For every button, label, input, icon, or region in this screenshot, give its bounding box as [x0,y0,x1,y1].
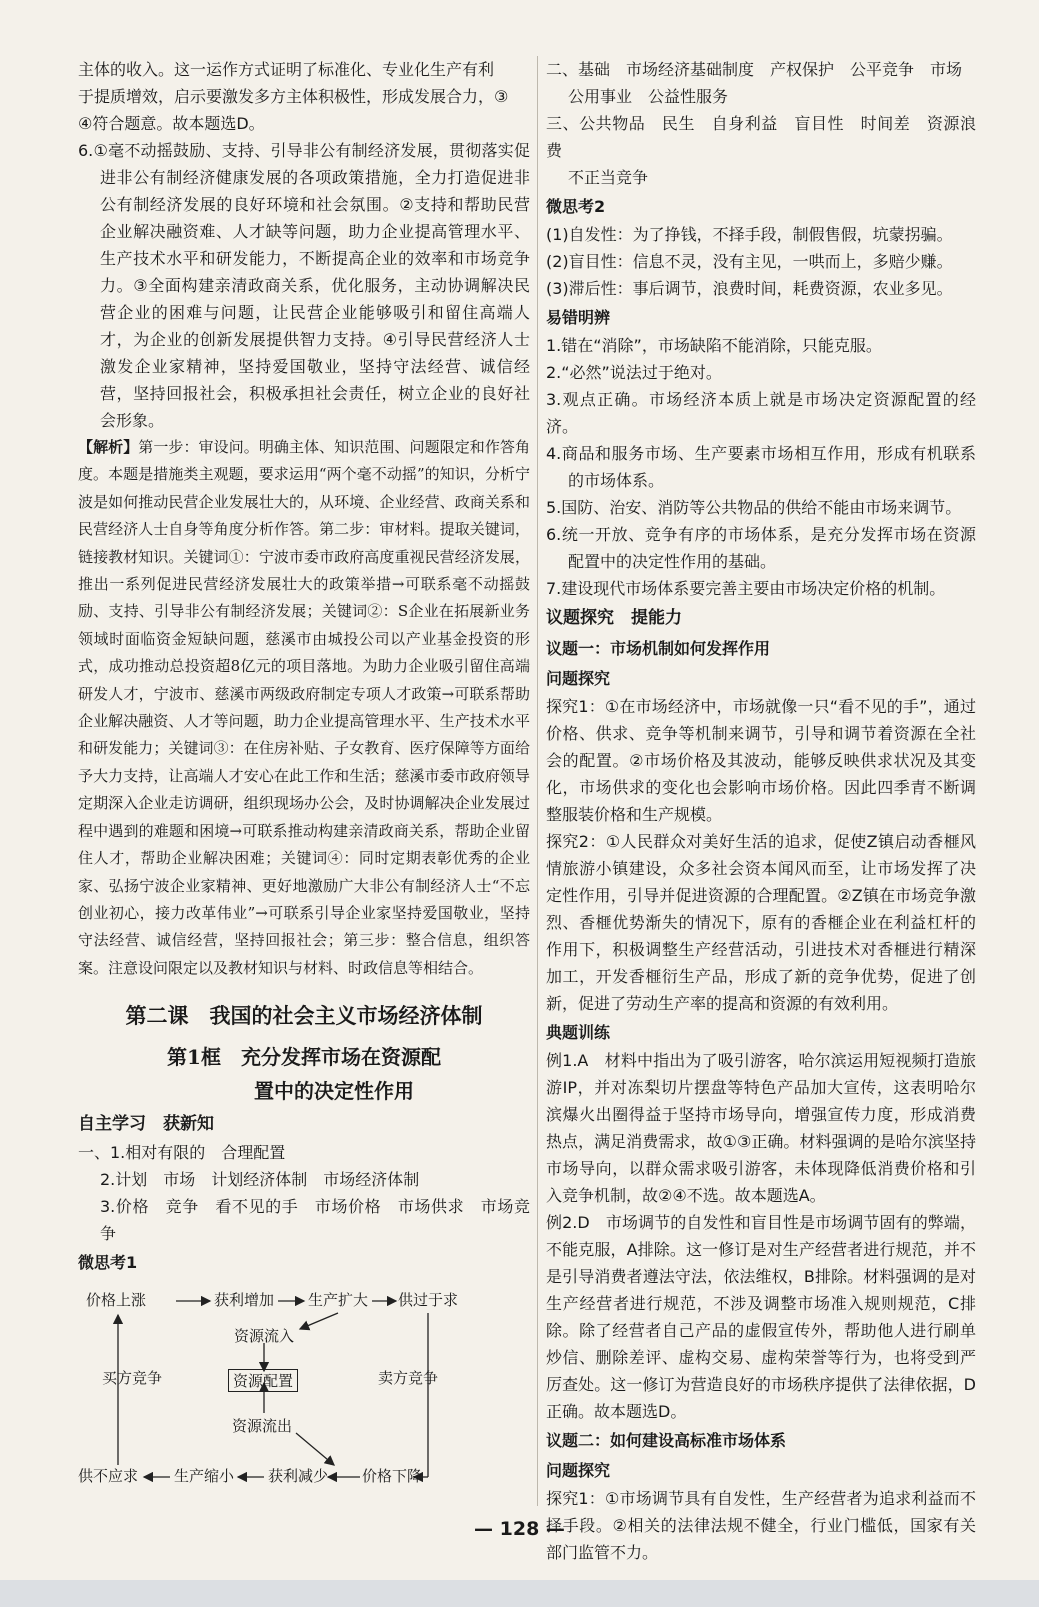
error-4: 4.商品和服务市场、生产要素市场相互作用，形成有机联系的市场体系。 [546,444,976,490]
intro-line-1: 主体的收入。这一运作方式证明了标准化、专业化生产有利 [78,60,495,79]
error-6: 6.统一开放、竞争有序的市场体系，是充分发挥市场在资源配置中的决定性作用的基础。 [546,525,976,571]
answer-section-3: 三、公共物品 民生 自身利益 盲目性 时间差 资源浪费 [546,114,976,160]
example-1: 例1.A 材料中指出为了吸引游客，哈尔滨运用短视频打造旅游IP，并对冻梨切片摆盘等特色产品加大宣传，这表明哈尔滨爆火出圈得益于坚持市场导向，增强宣传力度，形成消费热点，满足消费需求，故①③正确。材料强调的是哈尔滨坚持市场导向，以群众需求吸引游客，未体现降低消费价格和引入竞争机制，故②④不选。故本题选A。 [546,1051,976,1205]
right-column [546,56,976,1566]
analysis-text: 第一步：审设问。明确主体、知识范围、问题限定和作答角度。本题是措施类主观题，要求运用“两个毫不动摇”的知识，分析宁波是如何推动民营企业发展壮大的，从环境、企业经营、政商关系和民营经济人士自身等角度分析作答。第二步：审材料。提取关键词，链接教材知识。关键词①：宁波市委市政府高度重视民营经济发展，推出一系列促进民营经济发展壮大的政策举措→可联系毫不动摇鼓励、支持、引导非公有制经济发展；关键词②：S企业在拓展新业务领域时面临资金短缺问题，慈溪市由城投公司以产业基金投资的形式，成功推动总投资超8亿元的项目落地。为助力企业吸引留住高端研发人才，宁波市、慈溪市两级政府制定专项人才政策→可联系帮助企业解决融资、人才等问题，助力企业提高管理水平、生产技术水平和研发能力；关键词③：在住房补贴、子女教育、医疗保障等方面给予大力支持，让高端人才安心在此工作和生活；慈溪市委市政府领导定期深入企业走访调研，组织现场办公会，及时协调解决企业发展过程中遇到的难题和困境→可联系推动构建亲清政商关系，帮助企业留住人才，帮助企业解决困难；关键词④：同时定期表彰优秀的企业家、弘扬宁波企业家精神、更好地激励广大非公有制经济人士“不忘创业初心，接力改革伟业”→可联系引导企业家坚持爱国敬业，坚持守法经营、诚信经营，坚持回报社会；第三步：整合信息，组织答案。注意设问限定以及教材知识与材料、时政信息等相结合。 [78,438,530,977]
inquiry-1: 探究1：①在市场经济中，市场就像一只“看不见的手”，通过价格、供求、竞争等机制来调节，引导和调节着资源在全社会的配置。②市场价格及其波动，能够反映供求状况及其变化，市场供求的变化也会影响市场价格。因此四季青不断调整服装价格和生产规模。 [546,697,976,824]
self-study-heading: 自主学习 获新知 [78,1114,214,1135]
q6-answer: 6.①毫不动摇鼓励、支持、引导非公有制经济发展，贯彻落实促进非公有制经济健康发展的各项政策措施，全力打造促进非公有制经济发展的良好环境和社会氛围。②支持和帮助民营企业解决融资难、人才缺等问题，助力企业提高管理水平、生产技术水平和研发能力，不断提高企业的效率和市场竞争力。③全面构建亲清政商关系，优化服务，主动协调解决民营企业的困难与问题，让民营企业能够吸引和留住高端人才，为企业的创新发展提供智力支持。④引导民营经济人士激发企业家精神，坚持爱国敬业，坚持守法经营、诚信经营，坚持回报社会，积极承担社会责任，树立企业的良好社会形象。 [78,141,530,430]
error-7: 7.建设现代市场体系要完善主要由市场决定价格的机制。 [546,579,946,598]
scan-bottom-band [0,1580,1039,1607]
frame-title-line-1: 第1框 充分发挥市场在资源配 [167,1045,441,1070]
error-heading: 易错明辨 [546,308,611,327]
problem-heading-2: 问题探究 [546,1461,611,1480]
answer-section-2: 二、基础 市场经济基础制度 产权保护 公平竞争 市场 [546,60,963,79]
think-2-item-3: (3)滞后性：事后调节，浪费时间，耗费资源，农业多见。 [546,279,953,298]
analysis [78,434,530,982]
inquiry-3: 探究1：①市场调节具有自发性，生产经营者为追求利益而不择手段。②相关的法律法规不健全，行业门槛低，国家有关部门监管不力。 [546,1489,976,1562]
page-number: — 128 — [474,1518,565,1540]
price-down: 价格下降 [362,1467,423,1486]
answer-2: 2.计划 市场 计划经济体制 市场经济体制 [100,1170,420,1190]
production-shrink: 生产缩小 [174,1467,235,1486]
error-5: 5.国防、治安、消防等公共物品的供给不能由市场来调节。 [546,498,962,517]
problem-heading-1: 问题探究 [546,669,611,688]
frame-title-line-2: 置中的决定性作用 [254,1079,414,1104]
column-divider [537,56,538,1506]
answer-1: 一、1.相对有限的 合理配置 [78,1143,286,1163]
topic-2-title: 议题二：如何建设高标准市场体系 [546,1431,787,1450]
answer-section-3-cont: 不正当竞争 [568,168,649,187]
analysis-label: 【解析】 [78,438,139,456]
market-mechanism-diagram [78,1281,530,1501]
lesson-title: 第二课 我国的社会主义市场经济体制 [125,1003,483,1029]
topic-1-title: 议题一：市场机制如何发挥作用 [546,639,771,658]
answer-section-2-cont: 公用事业 公益性服务 [568,87,729,106]
buyer-competition: 买方竞争 [102,1369,163,1388]
error-2: 2.“必然”说法过于绝对。 [546,363,722,382]
think-1-heading: 微思考1 [78,1253,138,1273]
intro-line-2: 于提质增效，启示要激发多方主体积极性，形成发展合力，③ [78,87,509,106]
example-2: 例2.D 市场调节的自发性和盲目性是市场调节固有的弊端，不能克服，A排除。这一修订是对生产经营者进行规范，并不是引导消费者遵法守法，依法维权，B排除。材料强调的是对生产经营者进行规范，不涉及调整市场准入规则规范，C排除。除了经营者自己产品的虚假宣传外，帮助他人进行刷单炒信、删除差评、虚构交易、虚构荣誉等行为，也将受到严厉查处。这一修订为营造良好的市场秩序提供了法律依据，D正确。故本题选D。 [546,1213,976,1421]
topic-heading: 议题探究 提能力 [546,608,682,628]
price-up: 价格上涨 [86,1291,147,1310]
inquiry-2: 探究2：①人民群众对美好生活的追求，促使Z镇启动香榧风情旅游小镇建设，众多社会资本闻风而至，让市场发挥了决定性作用，引导并促进资源的合理配置。②Z镇在市场竞争激烈、香榧优势渐失的情况下，原有的香榧企业在利益杠杆的作用下，积极调整生产经营活动，引进技术对香榧进行精深加工，开发香榧衍生产品，形成了新的竞争优势，促进了创新，促进了劳动生产率的提高和资源的有效利用。 [546,832,976,1013]
demand-exceeds-supply: 供不应求 [78,1467,139,1486]
resource-inflow: 资源流入 [234,1327,295,1346]
error-3: 3.观点正确。市场经济本质上就是市场决定资源配置的经济。 [546,390,976,436]
production-expand: 生产扩大 [308,1291,369,1310]
think-2-item-2: (2)盲目性：信息不灵，没有主见，一哄而上，多赔少赚。 [546,252,953,271]
think-2-item-1: (1)自发性：为了挣钱，不择手段，制假售假，坑蒙拐骗。 [546,225,953,244]
think-2-heading: 微思考2 [546,197,606,216]
left-column [78,56,530,1501]
resource-outflow: 资源流出 [232,1417,293,1436]
intro-line-3: ④符合题意。故本题选D。 [78,114,265,133]
seller-competition: 卖方竞争 [378,1369,439,1388]
profit-up: 获利增加 [214,1291,275,1310]
answer-3: 3.价格 竞争 看不见的手 市场价格 市场供求 市场竞争 [100,1197,530,1244]
error-1: 1.错在“消除”，市场缺陷不能消除，只能克服。 [546,336,882,355]
drill-heading: 典题训练 [546,1023,611,1042]
resource-allocation: 资源配置 [228,1369,298,1392]
profit-down: 获利减少 [268,1467,329,1486]
supply-exceeds-demand: 供过于求 [398,1291,459,1310]
